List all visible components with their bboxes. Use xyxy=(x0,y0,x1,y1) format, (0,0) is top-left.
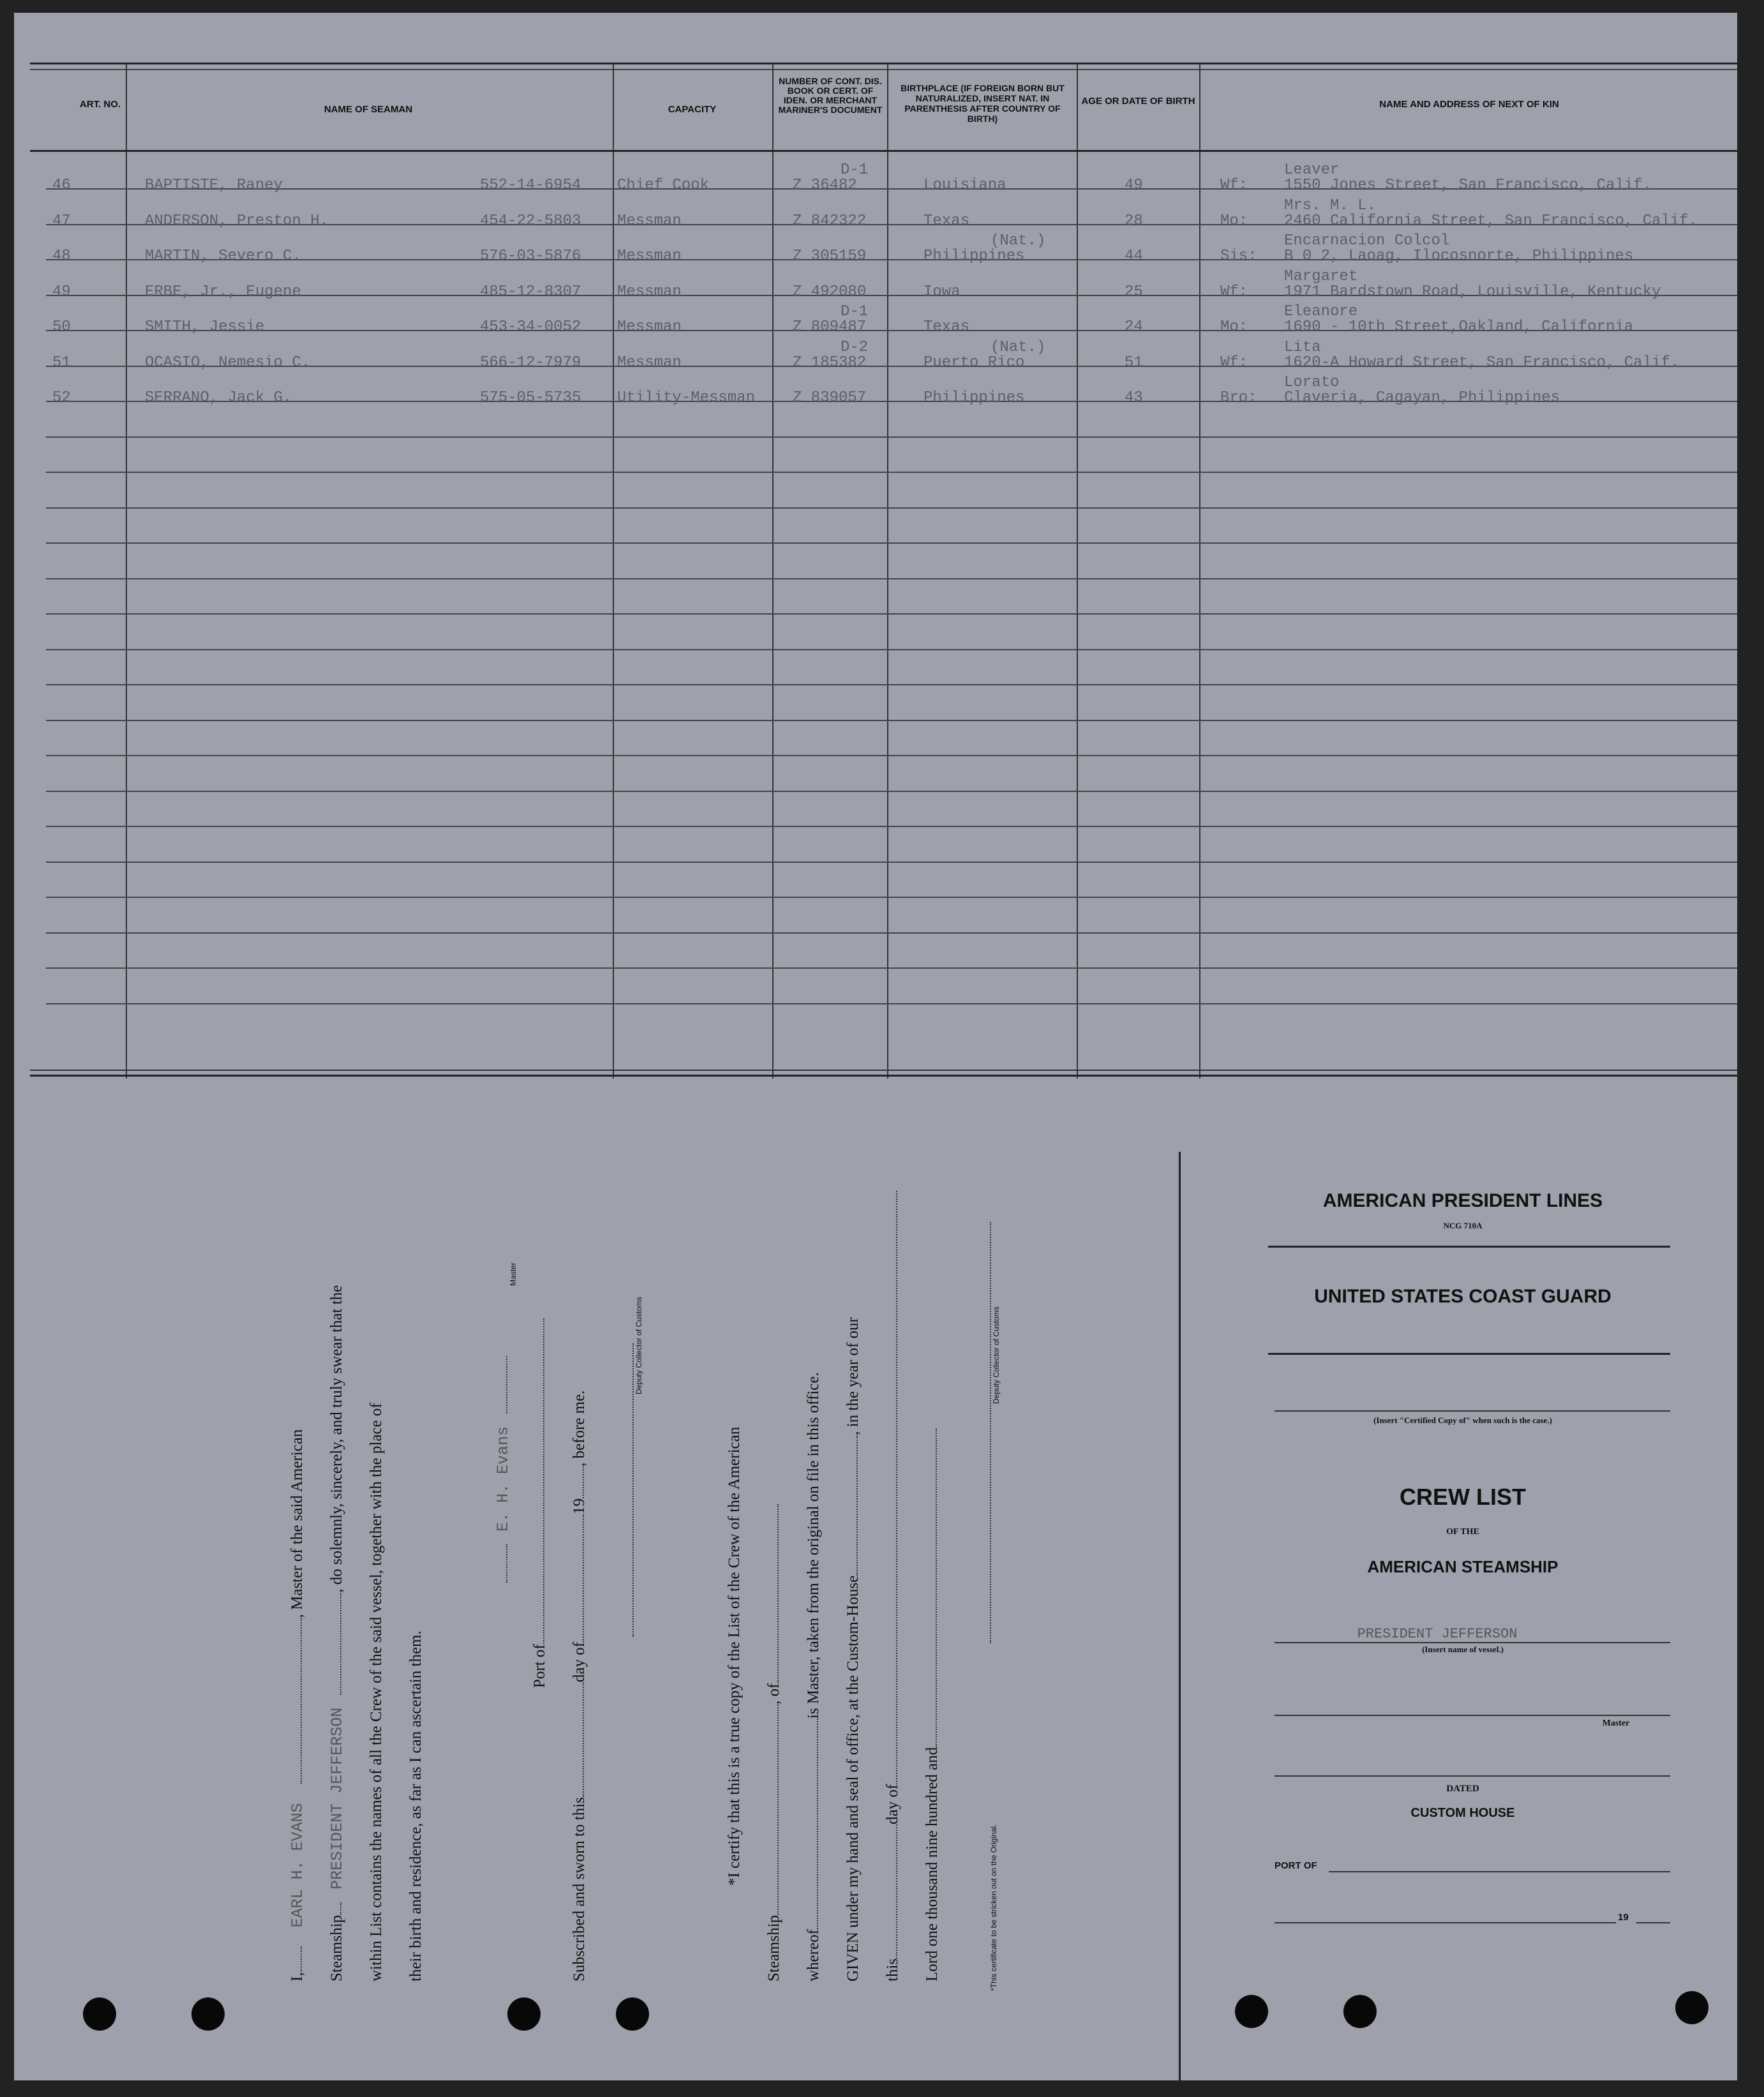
vessel-note: (Insert name of vessel.) xyxy=(1422,1645,1504,1654)
naturalized-mark: (Nat.) xyxy=(990,338,1046,356)
document-number: Z 809487 xyxy=(793,318,867,336)
kin-address: 2460 California Street, San Francisco, Calif. xyxy=(1284,212,1698,230)
date-line xyxy=(1274,1922,1616,1923)
col-divider xyxy=(887,64,888,1078)
header-name: NAME OF SEAMAN xyxy=(324,104,413,115)
document-number: Z 305159 xyxy=(793,248,867,265)
kin-name: Encarnacion Colcol xyxy=(1284,232,1450,250)
table-bottom-rule-2 xyxy=(30,1075,1737,1077)
binder-hole xyxy=(1675,1991,1708,2024)
kin-name: Mrs. M. L. xyxy=(1284,197,1377,214)
kin-name: Lorato xyxy=(1284,374,1340,391)
age: 43 xyxy=(1125,389,1143,407)
row-rule xyxy=(46,1003,1737,1004)
ssn: 552-14-6954 xyxy=(480,177,581,194)
seaman-name: OCASIO, Nemesio C. xyxy=(145,354,311,371)
document-prefix: D-1 xyxy=(841,303,869,320)
seaman-name: SMITH, Jessie xyxy=(145,318,265,336)
master-signature: E. H. Evans xyxy=(494,1426,512,1532)
top-rule-thin xyxy=(30,69,1737,70)
document-number: Z 36482 xyxy=(793,177,857,194)
port-line: Port of xyxy=(531,1318,549,1688)
certified-copy-line xyxy=(1274,1410,1670,1412)
document-number: Z 492080 xyxy=(793,283,867,301)
row-rule xyxy=(46,791,1737,792)
cover-divider xyxy=(1179,1152,1181,2080)
row-rule xyxy=(46,826,1737,827)
art-no: 47 xyxy=(52,212,71,230)
birthplace: Louisiana xyxy=(923,177,1006,194)
kin-address: 1971 Bardstown Road, Louisville, Kentucky xyxy=(1284,283,1661,301)
capacity: Utility-Messman xyxy=(617,389,756,407)
col-divider xyxy=(1077,64,1078,1078)
age: 24 xyxy=(1125,318,1143,336)
binder-hole xyxy=(1235,1995,1268,2028)
port-of-label: PORT OF xyxy=(1274,1860,1317,1871)
age: 28 xyxy=(1125,212,1143,230)
kin-name: Lita xyxy=(1284,338,1321,356)
binder-hole xyxy=(83,1997,116,2031)
birthplace: Philippines xyxy=(923,389,1025,407)
birthplace: Iowa xyxy=(923,283,960,301)
age: 51 xyxy=(1125,354,1143,371)
binder-hole xyxy=(191,1997,225,2031)
document-number: Z 839057 xyxy=(793,389,867,407)
binder-hole xyxy=(616,1997,649,2031)
kin-relation: Sis: xyxy=(1220,248,1257,265)
col-divider xyxy=(772,64,774,1078)
master-label-cover: Master xyxy=(1602,1719,1630,1728)
capacity: Messman xyxy=(617,354,682,371)
capacity: Messman xyxy=(617,248,682,265)
ssn: 485-12-8307 xyxy=(480,283,581,301)
cert-footnote: *This certificate to be stricken out on the Original. xyxy=(989,1824,998,1991)
art-no: 51 xyxy=(52,354,71,371)
row-rule xyxy=(46,578,1737,579)
cover-rule-2 xyxy=(1268,1353,1670,1355)
dated-label: DATED xyxy=(1446,1784,1479,1794)
deputy-line-2 xyxy=(978,1222,996,1643)
capacity: Messman xyxy=(617,318,682,336)
art-no: 48 xyxy=(52,248,71,265)
kin-relation: Wf: xyxy=(1220,177,1248,194)
deputy-collector-1: Deputy Collector of Customs xyxy=(634,1297,643,1394)
cert-line-6: Lord one thousand nine hundred and xyxy=(923,1428,941,1981)
insert-note: (Insert "Certified Copy of" when such is the case.) xyxy=(1373,1415,1552,1425)
american-steamship-label: AMERICAN STEAMSHIP xyxy=(1367,1557,1558,1576)
master-label: Master xyxy=(509,1262,518,1286)
row-rule xyxy=(46,437,1737,438)
birthplace: Texas xyxy=(923,318,970,336)
cert-line-5: thisday of xyxy=(884,1191,902,1981)
header-capacity: CAPACITY xyxy=(668,104,717,115)
header-age: AGE OR DATE OF BIRTH xyxy=(1081,96,1195,107)
col-divider xyxy=(126,64,127,1078)
top-rule xyxy=(30,63,1737,64)
cert-line-2: Steamship, of xyxy=(765,1505,783,1982)
oath-line-2: SteamshipPRESIDENT JEFFERSON, do solemnly, sincerely, and truly swear that the xyxy=(328,1285,347,1981)
document-prefix: D-2 xyxy=(841,338,869,356)
deputy-collector-2: Deputy Collector of Customs xyxy=(992,1306,1001,1404)
capacity: Messman xyxy=(617,283,682,301)
seaman-name: ERBE, Jr., Eugene xyxy=(145,283,301,301)
header-document: NUMBER OF CONT. DIS. BOOK OR CERT. OF IDEN. OR MERCHANT MARINER'S DOCUMENT xyxy=(778,76,883,115)
subscribed-line: Subscribed and sworn to thisday of19, before me. xyxy=(571,1390,588,1981)
of-the-label: OF THE xyxy=(1446,1527,1479,1537)
art-no: 52 xyxy=(52,389,71,407)
row-rule xyxy=(46,720,1737,721)
row-rule xyxy=(46,932,1737,934)
vessel-name-cover: PRESIDENT JEFFERSON xyxy=(1357,1626,1518,1642)
port-of-line xyxy=(1329,1871,1670,1872)
col-divider xyxy=(1199,64,1200,1078)
row-rule xyxy=(46,967,1737,969)
kin-relation: Wf: xyxy=(1220,354,1248,371)
row-rule xyxy=(46,862,1737,863)
kin-relation: Mo: xyxy=(1220,212,1248,230)
kin-address: 1620-A Howard Street, San Francisco, Calif. xyxy=(1284,354,1680,371)
ssn: 575-05-5735 xyxy=(480,389,581,407)
ssn: 576-03-5876 xyxy=(480,248,581,265)
document-number: Z 185382 xyxy=(793,354,867,371)
cover-rule-1 xyxy=(1268,1246,1670,1248)
art-no: 50 xyxy=(52,318,71,336)
birthplace: Puerto Rico xyxy=(923,354,1025,371)
document-number: Z 842322 xyxy=(793,212,867,230)
custom-house-label: CUSTOM HOUSE xyxy=(1410,1806,1515,1820)
header-rule xyxy=(30,150,1737,152)
seaman-name: ANDERSON, Preston H. xyxy=(145,212,329,230)
master-line xyxy=(1274,1715,1670,1716)
year-line xyxy=(1636,1922,1670,1923)
kin-name: Margaret xyxy=(1284,267,1358,285)
seaman-name: MARTIN, Severo C. xyxy=(145,248,301,265)
row-rule xyxy=(46,613,1737,615)
kin-address: B 0 2, Laoag, Ilocosnorte, Philippines xyxy=(1284,248,1634,265)
ssn: 454-22-5803 xyxy=(480,212,581,230)
kin-relation: Wf: xyxy=(1220,283,1248,301)
capacity: Chief Cook xyxy=(617,177,710,194)
art-no: 46 xyxy=(52,177,71,194)
age: 49 xyxy=(1125,177,1143,194)
row-rule xyxy=(46,542,1737,544)
company-name: AMERICAN PRESIDENT LINES xyxy=(1322,1190,1603,1211)
ssn: 453-34-0052 xyxy=(480,318,581,336)
col-divider xyxy=(613,64,614,1078)
header-art-no: ART. NO. xyxy=(79,99,121,110)
kin-address: 1690 - 10th Street,Oakland, California xyxy=(1284,318,1634,336)
ssn: 566-12-7979 xyxy=(480,354,581,371)
row-rule xyxy=(46,472,1737,473)
kin-name: Leaver xyxy=(1284,161,1340,179)
blank-line xyxy=(1274,1775,1670,1777)
row-rule xyxy=(46,897,1737,898)
age: 44 xyxy=(1125,248,1143,265)
master-name: EARL H. EVANS xyxy=(288,1803,307,1928)
seaman-name: SERRANO, Jack G. xyxy=(145,389,292,407)
capacity: Messman xyxy=(617,212,682,230)
row-rule xyxy=(46,684,1737,685)
cert-line-3: whereofis Master, taken from the original on file in this office. xyxy=(805,1372,822,1981)
signature-line xyxy=(494,1356,512,1583)
art-no: 49 xyxy=(52,283,71,301)
row-rule xyxy=(46,649,1737,650)
oath-line-4: their birth and residence, as far as I can ascertain them. xyxy=(407,1631,424,1981)
header-birthplace: BIRTHPLACE (IF FOREIGN BORN BUT NATURALIZED, INSERT NAT. IN PARENTHESIS AFTER COUNTRY OF BIRTH) xyxy=(901,83,1065,124)
age: 25 xyxy=(1125,283,1143,301)
oath-line-1: I,EARL H. EVANS, Master of the said American xyxy=(288,1429,307,1981)
oath-line-3: within List contains the names of all the Crew of the said vessel, together with the place of xyxy=(368,1403,385,1981)
birthplace: Philippines xyxy=(923,248,1025,265)
birthplace: Texas xyxy=(923,212,970,230)
naturalized-mark: (Nat.) xyxy=(990,232,1046,250)
agency-name: UNITED STATES COAST GUARD xyxy=(1314,1286,1611,1307)
vessel-line xyxy=(1274,1642,1670,1643)
vessel-name: PRESIDENT JEFFERSON xyxy=(328,1707,347,1890)
form-number: NCG 710A xyxy=(1443,1221,1483,1230)
binder-hole xyxy=(507,1997,541,2031)
kin-address: 1550 Jones Street, San Francisco, Calif. xyxy=(1284,177,1652,194)
binder-hole xyxy=(1343,1995,1377,2028)
kin-relation: Bro: xyxy=(1220,389,1257,407)
cert-line-4: GIVEN under my hand and seal of office, at the Custom-House, in the year of our xyxy=(844,1317,862,1981)
header-kin: NAME AND ADDRESS OF NEXT OF KIN xyxy=(1379,99,1559,110)
row-rule xyxy=(46,507,1737,509)
cert-line-1: *I certify that this is a true copy of the List of the Crew of the American xyxy=(726,1426,743,1886)
crew-list-title: CREW LIST xyxy=(1400,1484,1526,1510)
kin-address: Claveria, Cagayan, Philippines xyxy=(1284,389,1560,407)
kin-relation: Mo: xyxy=(1220,318,1248,336)
seaman-name: BAPTISTE, Raney xyxy=(145,177,283,194)
kin-name: Eleanore xyxy=(1284,303,1358,320)
row-rule xyxy=(46,755,1737,756)
document-prefix: D-1 xyxy=(841,161,869,179)
crew-list-document xyxy=(14,13,1737,2080)
table-bottom-rule xyxy=(30,1070,1737,1071)
year-label: 19 xyxy=(1618,1912,1629,1923)
